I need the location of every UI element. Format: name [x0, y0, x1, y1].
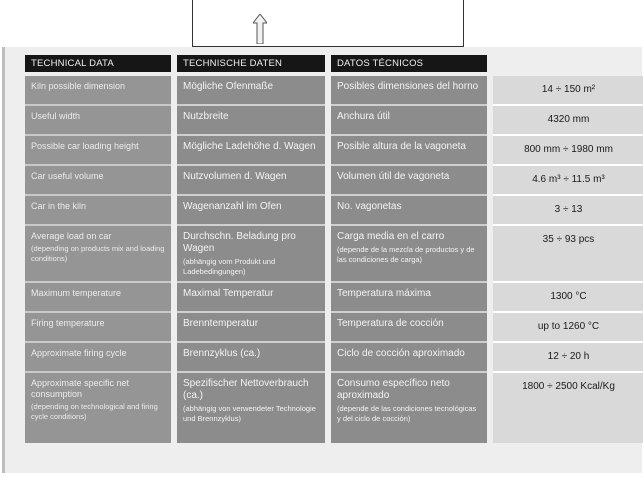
de-row-0: Mögliche Ofenmaße	[177, 76, 325, 104]
value-row-9: 1800 ÷ 2500 Kcal/Kg	[493, 373, 643, 443]
col-spanish	[331, 55, 487, 443]
de-row-2: Mögliche Ladehöhe d. Wagen	[177, 136, 325, 164]
de-row-1: Nutzbreite	[177, 106, 325, 134]
technical-data-sheet	[2, 47, 642, 473]
up-arrow-icon	[253, 14, 267, 44]
en-row-7: Firing temperature	[25, 313, 171, 341]
de-row-3: Nutzvolumen d. Wagen	[177, 166, 325, 194]
value-row-6: 1300 °C	[493, 283, 643, 311]
value-row-7: up to 1260 °C	[493, 313, 643, 341]
de-row-4: Wagenanzahl im Ofen	[177, 196, 325, 224]
de-row-6: Maximal Temperatur	[177, 283, 325, 311]
de-row-5-note: (abhängig vom Produkt und Ladebedingungen)	[183, 257, 276, 276]
en-row-9-note: (depending on technological and firing cycle conditions)	[31, 402, 158, 421]
value-row-1: 4320 mm	[493, 106, 643, 134]
value-row-8: 12 ÷ 20 h	[493, 343, 643, 371]
en-row-5-note: (depending on products mix and loading conditions)	[31, 244, 165, 263]
col-values	[493, 55, 643, 443]
value-row-4: 3 ÷ 13	[493, 196, 643, 224]
value-row-2: 800 mm ÷ 1980 mm	[493, 136, 643, 164]
en-row-1: Useful width	[25, 106, 171, 134]
es-row-5-note: (depende de la mezcla de productos y de las condiciones de carga)	[337, 245, 475, 264]
de-row-9: Spezifischer Nettoverbrauch (ca.) (abhängig von verwendeter Technologie und Brennzyklus)	[177, 373, 325, 443]
en-row-8: Approximate firing cycle	[25, 343, 171, 371]
en-row-9: Approximate specific net consumption (depending on technological and firing cycle conditions)	[25, 373, 171, 443]
value-row-3: 4.6 m³ ÷ 11.5 m³	[493, 166, 643, 194]
en-row-3: Car useful volume	[25, 166, 171, 194]
de-row-5: Durchschn. Beladung pro Wagen (abhängig vom Produkt und Ladebedingungen)	[177, 226, 325, 281]
es-row-1: Anchura útil	[331, 106, 487, 134]
top-diagram-frame	[192, 0, 464, 47]
col-german	[177, 55, 325, 443]
value-row-5: 35 ÷ 93 pcs	[493, 226, 643, 281]
header-datos-tecnicos: DATOS TÉCNICOS	[331, 55, 487, 72]
header-technische-daten: TECHNISCHE DATEN	[177, 55, 325, 72]
header-technical-data: TECHNICAL DATA	[25, 55, 171, 72]
es-row-4: No. vagonetas	[331, 196, 487, 224]
es-row-0: Posibles dimensiones del horno	[331, 76, 487, 104]
es-row-9: Consumo específico neto aproximado (depende de las condiciones tecnológicas y del ciclo de cocción)	[331, 373, 487, 443]
en-row-0: Kiln possible dimension	[25, 76, 171, 104]
es-row-5: Carga media en el carro (depende de la mezcla de productos y de las condiciones de carga)	[331, 226, 487, 281]
es-row-2: Posible altura de la vagoneta	[331, 136, 487, 164]
de-row-9-note: (abhängig von verwendeter Technologie und Brennzyklus)	[183, 404, 316, 423]
es-row-9-note: (depende de las condiciones tecnológicas y del ciclo de cocción)	[337, 404, 477, 423]
es-row-7: Temperatura de cocción	[331, 313, 487, 341]
value-row-0: 14 ÷ 150 m²	[493, 76, 643, 104]
en-row-5: Average load on car (depending on products mix and loading conditions)	[25, 226, 171, 281]
es-row-8: Ciclo de cocción aproximado	[331, 343, 487, 371]
en-row-4: Car in the kiln	[25, 196, 171, 224]
es-row-6: Temperatura máxima	[331, 283, 487, 311]
es-row-3: Volumen útil de vagoneta	[331, 166, 487, 194]
en-row-2: Possible car loading height	[25, 136, 171, 164]
de-row-7: Brenntemperatur	[177, 313, 325, 341]
en-row-6: Maximum temperature	[25, 283, 171, 311]
de-row-8: Brennzyklus (ca.)	[177, 343, 325, 371]
header-values-blank	[493, 55, 643, 72]
col-english	[25, 55, 171, 443]
